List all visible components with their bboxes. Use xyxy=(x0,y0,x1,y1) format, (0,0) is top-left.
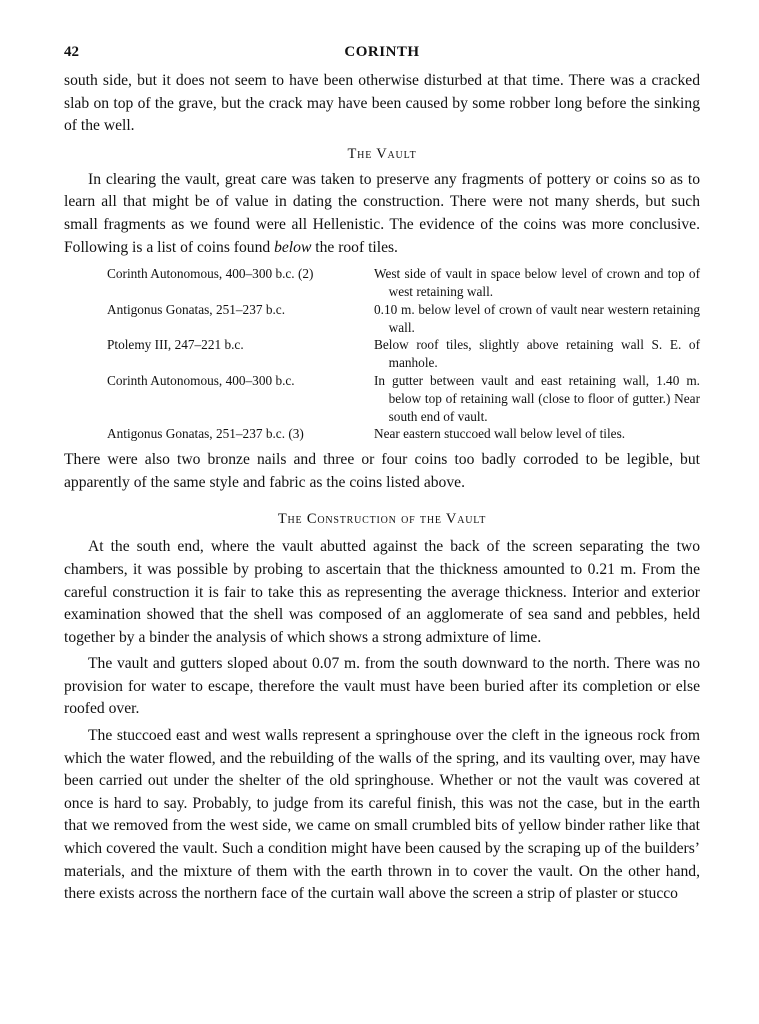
coin-row xyxy=(107,301,700,337)
page-number: 42 xyxy=(64,44,79,60)
construction-paragraph-3: The stuccoed east and west walls represent a springhouse over the cleft in the igneous rock from which the water flowed, and the rebuilding of the walls of the spring, and its vaulting over, may have been carried out under the shelter of the old springhouse. Whether or not the vault was covered at once is hard to say. Probably, to judge from its careful finish, this was not the case, but in the earth that we removed from the west side, we came on small crumbled bits of yellow binder rather like that which covered the vault. Such a condition might have been caused by the scraping up of the builders’ materials, and the mixture of them with the earth thrown in to cover the vault. On the other hand, there exists across the northern face of the curtain wall above the screen a strip of plaster or stucco xyxy=(64,727,700,903)
coin-row xyxy=(107,265,700,301)
coin-name: Ptolemy III, 247–221 b.c. xyxy=(107,337,244,353)
emphasis-below: below xyxy=(274,238,312,256)
coin-findspot: In gutter between vault and east retaining wall, 1.40 m. below top of retaining wall (close to floor of gutter.) Near south end of vault. xyxy=(374,372,700,424)
coin-findspot: 0.10 m. below level of crown of vault near western retaining wall. xyxy=(374,301,700,335)
vault-paragraph-text: In clearing the vault, great care was taken to preserve any fragments of pottery or coins so as to learn all that might be of value in dating the construction. There were not many sherds, but such small fragments as we found were all Hellenistic. The evidence of the coins was more conclusive. Following is a list of coins found xyxy=(64,170,700,256)
construction-paragraph-1: At the south end, where the vault abutted against the back of the screen separating the two chambers, it was possible by probing to ascertain that the thickness amounted to 0.21 m. From the careful construction it is fair to take this as representing the average thickness. Interior and exterior examination showed that the shell was composed of an agglomerate of sea sand and pebbles, held together by a binder the analysis of which shows a strong admixture of lime. xyxy=(64,538,700,646)
section-heading-vault: The Vault xyxy=(347,145,417,162)
vault-paragraph-end: the roof tiles. xyxy=(311,238,398,256)
coin-row xyxy=(107,425,700,443)
coin-name: Corinth Autonomous, 400–300 b.c. xyxy=(107,372,295,388)
coin-row xyxy=(107,336,700,372)
coin-name: Antigonus Gonatas, 251–237 b.c. (3) xyxy=(107,426,304,442)
page xyxy=(64,44,700,906)
running-title: CORINTH xyxy=(344,44,420,60)
coin-findspot: Below roof tiles, slightly above retaining wall S. E. of manhole. xyxy=(374,337,700,371)
construction-paragraph-2: The vault and gutters sloped about 0.07 m. from the south downward to the north. There was no provision for water to escape, therefore the vault must have been buried after its completion or else roofed over. xyxy=(64,655,700,718)
intro-paragraph: south side, but it does not seem to have been otherwise disturbed at that time. There was a cracked slab on top of the grave, but the crack may have been caused by some robber long before the sinking of the well. xyxy=(64,72,700,135)
coin-list-table xyxy=(107,265,700,443)
coin-name: Corinth Autonomous, 400–300 b.c. (2) xyxy=(107,266,314,282)
page-header xyxy=(64,44,700,70)
vault-paragraph xyxy=(64,169,700,259)
section-heading-construction: The Construction of the Vault xyxy=(277,511,487,528)
after-list-paragraph: There were also two bronze nails and three or four coins too badly corroded to be legible, but apparently of the same style and fabric as the coins listed above. xyxy=(64,451,700,491)
coin-row xyxy=(107,372,700,425)
coin-findspot: West side of vault in space below level of crown and top of west retaining wall. xyxy=(374,266,700,299)
coin-name: Antigonus Gonatas, 251–237 b.c. xyxy=(107,301,286,317)
coin-findspot: Near eastern stuccoed wall below level of tiles. xyxy=(374,426,626,442)
